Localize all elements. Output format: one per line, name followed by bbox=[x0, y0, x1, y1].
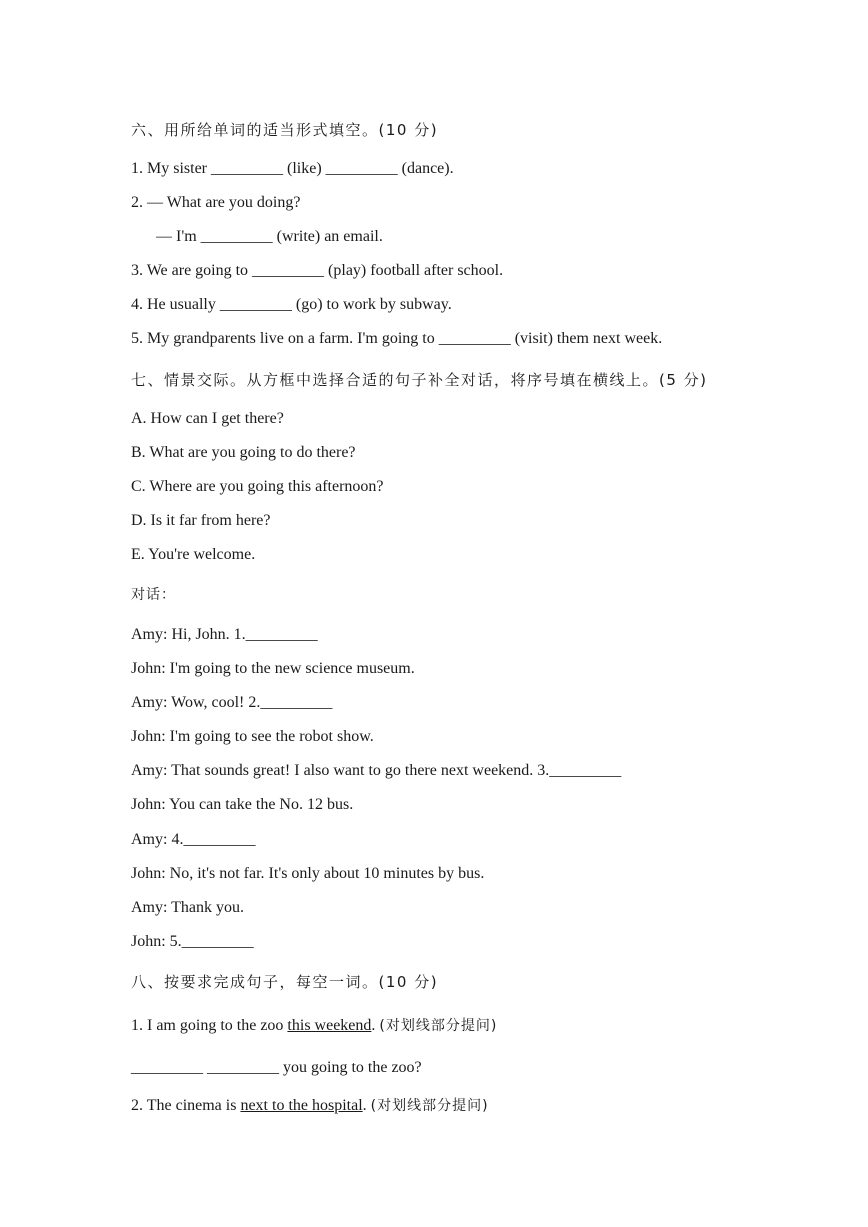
option-e: E. You're welcome. bbox=[131, 546, 256, 563]
option-b: B. What are you going to do there? bbox=[131, 444, 356, 461]
dialog-line: John: You can take the No. 12 bus. bbox=[131, 796, 354, 813]
option-c: C. Where are you going this afternoon? bbox=[131, 478, 384, 495]
section-7-heading: 七、情景交际。从方框中选择合适的句子补全对话，将序号填在横线上。(5 分) bbox=[131, 371, 708, 389]
section-8-question-1-answer: _________ _________ you going to the zoo? bbox=[131, 1059, 422, 1076]
section-8-heading: 八、按要求完成句子，每空一词。(10 分) bbox=[131, 973, 439, 991]
underlined-phrase: next to the hospital bbox=[240, 1097, 363, 1114]
option-a: A. How can I get there? bbox=[131, 410, 284, 427]
section-6-question-4: 4. He usually _________ (go) to work by subway. bbox=[131, 296, 452, 313]
section-6-question-3: 3. We are going to _________ (play) football after school. bbox=[131, 262, 504, 279]
section-6-question-2-reply: — I'm _________ (write) an email. bbox=[156, 228, 383, 245]
dialog-line: John: 5._________ bbox=[131, 933, 254, 950]
underlined-phrase: this weekend bbox=[287, 1017, 372, 1034]
question-instruction: (对划线部分提问) bbox=[379, 1018, 498, 1034]
section-6-heading: 六、用所给单词的适当形式填空。(10 分) bbox=[131, 121, 439, 139]
question-text: 1. I am going to the zoo bbox=[131, 1017, 288, 1034]
section-8-question-1 bbox=[131, 1016, 497, 1036]
question-text: 2. The cinema is bbox=[131, 1097, 241, 1114]
option-d: D. Is it far from here? bbox=[131, 512, 271, 529]
question-punctuation: . bbox=[362, 1097, 371, 1114]
section-8-question-2 bbox=[131, 1096, 489, 1116]
dialog-line: John: I'm going to see the robot show. bbox=[131, 728, 374, 745]
dialog-line: Amy: That sounds great! I also want to go there next weekend. 3._________ bbox=[131, 762, 622, 779]
dialog-label: 对话： bbox=[131, 587, 176, 603]
dialog-line: John: I'm going to the new science museum. bbox=[131, 660, 415, 677]
dialog-line: Amy: Wow, cool! 2._________ bbox=[131, 694, 333, 711]
section-6-question-1: 1. My sister _________ (like) _________ (dance). bbox=[131, 160, 454, 177]
section-6-question-5: 5. My grandparents live on a farm. I'm going to _________ (visit) them next week. bbox=[131, 330, 663, 347]
question-instruction: (对划线部分提问) bbox=[370, 1098, 489, 1114]
question-punctuation: . bbox=[371, 1017, 380, 1034]
dialog-line: Amy: Thank you. bbox=[131, 899, 245, 916]
dialog-line: Amy: Hi, John. 1._________ bbox=[131, 626, 318, 643]
dialog-line: Amy: 4._________ bbox=[131, 831, 256, 848]
dialog-line: John: No, it's not far. It's only about 10 minutes by bus. bbox=[131, 865, 485, 882]
section-6-question-2-prompt: 2. — What are you doing? bbox=[131, 194, 301, 211]
